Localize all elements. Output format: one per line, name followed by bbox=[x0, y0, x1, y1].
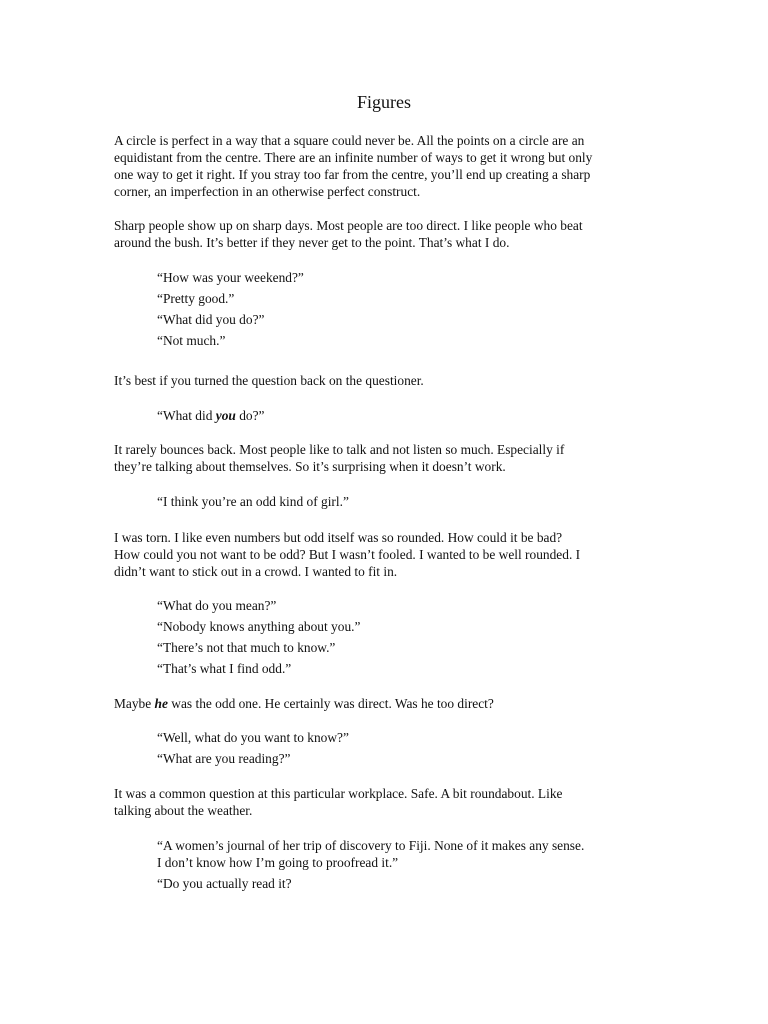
dialogue-line: “Pretty good.” bbox=[157, 291, 235, 306]
paragraph-text: Maybe bbox=[114, 696, 155, 711]
dialogue-text: “What did bbox=[157, 408, 216, 423]
dialogue-what-do-you-mean bbox=[157, 597, 657, 681]
paragraph-line: It rarely bounces back. Most people like to talk and not listen so much. Especially if bbox=[114, 442, 565, 457]
paragraph-line: It was a common question at this particular workplace. Safe. A bit roundabout. Like bbox=[114, 786, 563, 801]
paragraph-line: talking about the weather. bbox=[114, 803, 253, 818]
emphasized-word: he bbox=[154, 696, 168, 711]
dialogue-line: “What do you mean?” bbox=[157, 598, 277, 613]
dialogue-line: “I think you’re an odd kind of girl.” bbox=[157, 494, 349, 509]
paragraph-circle bbox=[114, 132, 654, 200]
paragraph-line: A circle is perfect in a way that a square could never be. All the points on a circle are an bbox=[114, 133, 585, 148]
dialogue-line: “How was your weekend?” bbox=[157, 270, 304, 285]
paragraph-text: was the odd one. He certainly was direct. Was he too direct? bbox=[167, 696, 494, 711]
dialogue-line bbox=[157, 407, 657, 424]
paragraph-line: corner, an imperfection in an otherwise perfect construct. bbox=[114, 184, 421, 199]
paragraph-common-question bbox=[114, 785, 654, 819]
dialogue-line: “Well, what do you want to know?” bbox=[157, 730, 349, 745]
paragraph-sharp-people bbox=[114, 217, 654, 251]
dialogue-what-reading bbox=[157, 729, 657, 771]
paragraph-line: one way to get it right. If you stray too far from the centre, you’ll end up creating a sharp bbox=[114, 167, 591, 182]
paragraph-line: Sharp people show up on sharp days. Most people are too direct. I like people who beat bbox=[114, 218, 583, 233]
dialogue-text: do?” bbox=[235, 408, 265, 423]
paragraph-line: didn’t want to stick out in a crowd. I wanted to fit in. bbox=[114, 564, 398, 579]
dialogue-line: “A women’s journal of her trip of discovery to Fiji. None of it makes any sense. bbox=[157, 838, 585, 853]
dialogue-line: “That’s what I find odd.” bbox=[157, 661, 292, 676]
dialogue-journal bbox=[157, 837, 657, 896]
dialogue-line: “Do you actually read it? bbox=[157, 876, 292, 891]
paragraph-line: around the bush. It’s better if they never get to the point. That’s what I do. bbox=[114, 235, 510, 250]
dialogue-odd-girl bbox=[157, 493, 657, 514]
emphasized-word: you bbox=[215, 408, 236, 423]
paragraph-line: equidistant from the centre. There are an infinite number of ways to get it wrong but only bbox=[114, 150, 593, 165]
dialogue-line: “What are you reading?” bbox=[157, 751, 291, 766]
dialogue-what-did-you-do bbox=[157, 407, 657, 428]
dialogue-line: “Not much.” bbox=[157, 333, 226, 348]
paragraph-line: It’s best if you turned the question back on the questioner. bbox=[114, 373, 424, 388]
paragraph-line: I was torn. I like even numbers but odd itself was so rounded. How could it be bad? bbox=[114, 530, 563, 545]
dialogue-weekend bbox=[157, 269, 657, 353]
dialogue-line: “Nobody knows anything about you.” bbox=[157, 619, 361, 634]
dialogue-line: “What did you do?” bbox=[157, 312, 265, 327]
paragraph-line bbox=[114, 695, 654, 712]
paragraph-maybe-he bbox=[114, 695, 654, 712]
dialogue-line: I don’t know how I’m going to proofread it.” bbox=[157, 855, 399, 870]
paragraph-line: How could you not want to be odd? But I wasn’t fooled. I wanted to be well rounded. I bbox=[114, 547, 581, 562]
page-title: Figures bbox=[357, 92, 411, 112]
paragraph-line: they’re talking about themselves. So it’s surprising when it doesn’t work. bbox=[114, 459, 506, 474]
paragraph-question-back bbox=[114, 372, 654, 389]
dialogue-line: “There’s not that much to know.” bbox=[157, 640, 336, 655]
paragraph-bounces-back bbox=[114, 441, 654, 475]
paragraph-torn bbox=[114, 529, 654, 580]
